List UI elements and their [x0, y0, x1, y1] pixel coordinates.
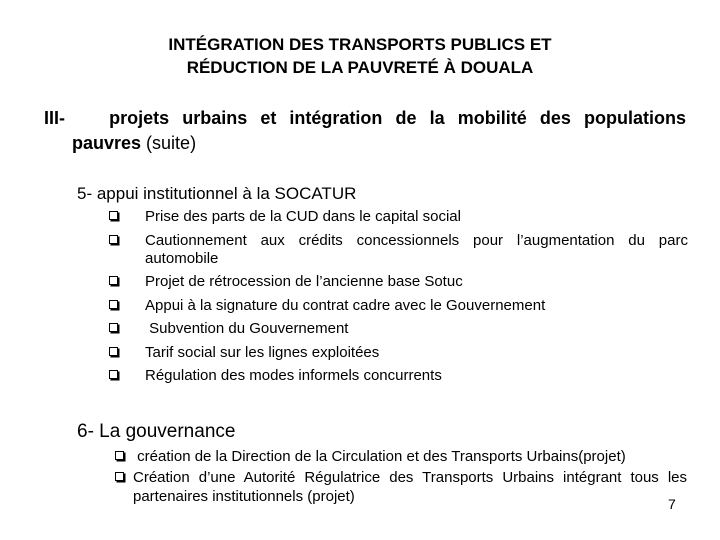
- heading-suite: (suite): [141, 133, 197, 153]
- list-item: [108, 320, 688, 338]
- checkbox-bullet-icon: [109, 276, 118, 285]
- heading-word: intégration: [289, 108, 383, 128]
- list-item: [108, 367, 688, 385]
- list-item: [108, 297, 688, 315]
- list-item: [108, 273, 688, 291]
- checkbox-bullet-icon: [115, 451, 124, 460]
- checkbox-bullet-icon: [109, 300, 118, 309]
- slide-title: [0, 33, 720, 79]
- heading-word: et: [260, 108, 277, 128]
- heading-word: projets: [109, 108, 170, 128]
- heading-word: urbains: [182, 108, 248, 128]
- checkbox-bullet-icon: [109, 323, 118, 332]
- heading-word: de: [395, 108, 417, 128]
- subsection-5-list: [108, 208, 688, 391]
- checkbox-bullet-icon: [109, 211, 118, 220]
- list-item-text: Prise des parts de la CUD dans le capital social: [145, 208, 461, 225]
- checkbox-bullet-icon: [115, 472, 124, 481]
- list-item-text: Cautionnement aux crédits concessionnels pour l’augmentation du parc automobile: [145, 231, 688, 267]
- list-item-text: Appui à la signature du contrat cadre avec le Gouvernement: [145, 296, 546, 314]
- list-item-text: création de la Direction de la Circulation et des Transports Urbains(projet): [133, 448, 626, 465]
- heading-word: populations: [583, 108, 686, 128]
- section-heading-line-1: [44, 106, 686, 131]
- heading-word: la: [429, 108, 445, 128]
- section-heading: [44, 106, 686, 156]
- subsection-6-list: [115, 447, 687, 508]
- section-number: III-: [44, 108, 65, 128]
- list-item-text: Tarif social sur les lignes exploitées: [145, 343, 380, 361]
- subsection-6-heading: 6- La gouvernance: [77, 421, 236, 442]
- list-item-text: Régulation des modes informels concurrents: [145, 367, 442, 384]
- list-item-text: Subvention du Gouvernement: [145, 320, 349, 337]
- list-item: [108, 344, 688, 362]
- list-item-text: Création d’une Autorité Régulatrice des Transports Urbains intégrant tous les partenaires institutionnels (projet): [133, 469, 687, 505]
- heading-word: mobilité: [457, 108, 527, 128]
- checkbox-bullet-icon: [109, 370, 118, 379]
- heading-word: pauvres: [72, 133, 142, 153]
- list-item: [108, 208, 688, 226]
- section-heading-line-2: [44, 131, 686, 156]
- list-item: [108, 232, 688, 268]
- list-item-text: Projet de rétrocession de l’ancienne base Sotuc: [145, 273, 463, 290]
- heading-word: des: [539, 108, 571, 128]
- list-item: [115, 468, 687, 506]
- checkbox-bullet-icon: [109, 235, 118, 244]
- title-line-2: RÉDUCTION DE LA PAUVRETÉ À DOUALA: [186, 58, 534, 77]
- list-item: [115, 447, 687, 466]
- page-number: 7: [668, 496, 676, 512]
- title-line-1: INTÉGRATION DES TRANSPORTS PUBLICS ET: [168, 35, 552, 54]
- checkbox-bullet-icon: [109, 347, 118, 356]
- subsection-5-heading: 5- appui institutionnel à la SOCATUR: [77, 184, 357, 203]
